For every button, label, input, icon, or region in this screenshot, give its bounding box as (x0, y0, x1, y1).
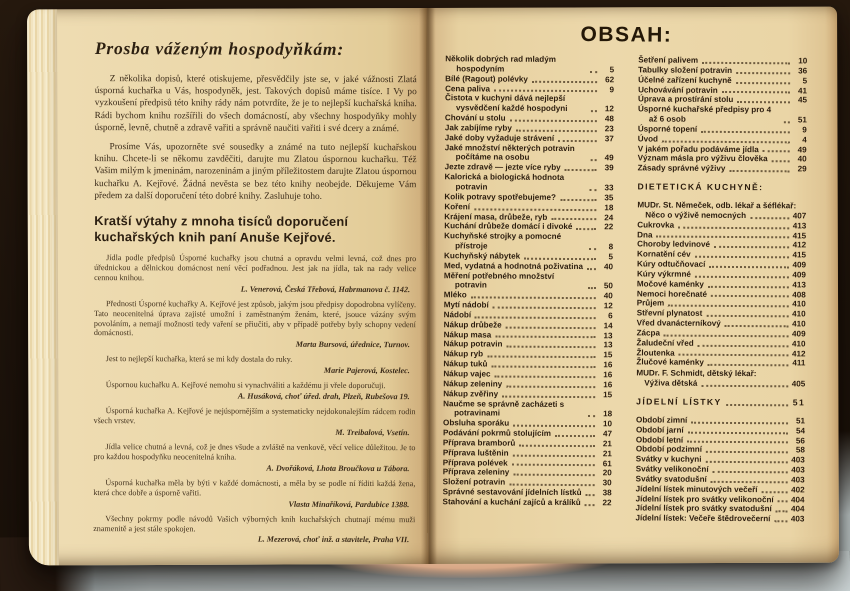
leader-dots (493, 306, 596, 309)
leader-dots (737, 101, 790, 103)
testimonial-text: Úsporná kuchařka měla by býti v každé domácnosti, a měla by se podle ní říditi každá žena, která chce dobře a úsporně vařiti. (93, 477, 416, 498)
toc-entry-title: Úsporné kuchařské předpisy pro 4 až 6 osob (637, 104, 772, 124)
testimonial (94, 299, 416, 350)
toc-page-number: 409 (792, 270, 806, 280)
leader-dots (474, 208, 596, 211)
toc-entry-title: Vřed dvanácterníkový (636, 318, 721, 329)
leader-dots (726, 404, 789, 406)
toc-page-number: 62 (605, 74, 615, 84)
toc-page-number: 5 (609, 65, 615, 75)
leader-dots (662, 140, 790, 143)
toc-page-number: 403 (791, 465, 805, 475)
leader-dots (763, 151, 790, 153)
leader-dots (664, 334, 789, 337)
toc-page-number: 45 (797, 95, 808, 105)
leader-dots (762, 491, 788, 493)
testimonial-signature: Marie Pajerová, Kostelec. (323, 366, 410, 376)
toc-entry-title: Čistota v kuchyni dává nejlepší vysvědčení každé hospodyni (444, 93, 568, 114)
toc-entry (636, 358, 805, 369)
toc-entry-title: MUDr. St. Němeček, odb. lékař a šéflékař: (637, 200, 797, 211)
toc-entry-title: Úsporné topení (637, 124, 698, 134)
toc-page-number: 403 (791, 475, 805, 485)
toc-entry (445, 54, 614, 75)
leader-dots (688, 431, 788, 434)
toc-page-number: 15 (603, 389, 613, 399)
toc-page-number: 35 (604, 193, 614, 203)
leader-dots (565, 169, 597, 171)
toc-entry-title: Jaké množství některých potravin počítáme na osobu (444, 142, 575, 163)
toc-page-number: 41 (798, 85, 808, 95)
toc-page-number: 40 (603, 291, 613, 301)
testimonial-signature: A. Husáková, choť úřed. drah, Plzeň, Rubešova 19. (237, 391, 410, 402)
toc-page-number: 6 (608, 311, 613, 321)
toc-page-number: 409 (792, 329, 806, 339)
leader-dots (750, 217, 789, 219)
testimonials-list (93, 253, 416, 545)
testimonial (93, 514, 415, 545)
toc-entry (638, 124, 807, 135)
toc-entry (443, 399, 612, 420)
toc-entry-title: Jaké doby vyžaduje strávení (444, 132, 555, 143)
leader-dots (772, 161, 790, 163)
toc-page-number: 49 (797, 144, 807, 155)
toc-section-title: DIETETICKÁ KUCHYNĚ: (637, 181, 764, 193)
toc-entry (636, 379, 805, 390)
toc-entry-title: Příprava luštěnin (442, 447, 509, 458)
leader-dots (778, 501, 788, 503)
toc-page-number: 8 (608, 242, 614, 252)
toc-entry-title: Stahování a kuchání zajíců a králíků (442, 497, 581, 508)
testimonial-text: Úsporná kuchařka A. Kejřové je nejúspornějším a systematicky nejdokonalejším rádcem rodin všech vrstev. (93, 406, 416, 426)
toc-page-number: 403 (791, 455, 805, 465)
leader-dots (695, 256, 789, 259)
leader-dots (471, 296, 596, 299)
toc-page-number: 15 (603, 350, 613, 360)
left-page (27, 8, 428, 565)
leader-dots (513, 454, 595, 457)
toc-page-number: 18 (603, 409, 613, 419)
toc-entry-title: Měření potřebného množství potravin (443, 270, 555, 290)
leader-dots (495, 375, 596, 378)
toc-entry (443, 497, 612, 508)
leader-dots (509, 484, 594, 487)
toc-entry (638, 164, 807, 175)
leader-dots (725, 325, 789, 327)
toc-page-number: 12 (604, 104, 614, 114)
toc-entry-title: Dna (637, 229, 653, 239)
toc-page-number: 10 (602, 419, 613, 429)
leader-dots (487, 356, 595, 359)
toc-page-number: 415 (792, 250, 807, 260)
leader-dots (586, 494, 595, 496)
leader-dots (711, 295, 789, 297)
toc-entry-title: Složení potravin (442, 477, 506, 487)
testimonial-text: Jest to nejlepší kuchařka, která se mi kdy dostala do ruky. (105, 354, 293, 365)
toc-page-number: 404 (791, 494, 805, 505)
leader-dots (722, 91, 790, 93)
toc-page-number: 21 (602, 448, 612, 459)
leader-dots (502, 395, 595, 398)
toc-entry (637, 318, 806, 329)
toc-page-number: 56 (795, 435, 805, 445)
toc-entry-title: Jezte zdravě — jezte více ryby (444, 162, 561, 173)
toc-entry-title: Příprava polévek (442, 457, 508, 468)
leader-dots (512, 464, 595, 467)
toc-page-number: 13 (603, 330, 613, 340)
toc-entry-title: Naučme se správně zacházeti s potravinami (443, 398, 565, 418)
leader-dots (736, 82, 790, 84)
toc-entry (638, 105, 807, 126)
testimonial (93, 478, 415, 509)
toc-entry-title: Úvod (637, 134, 659, 144)
toc-entry-title: Koření (444, 201, 471, 212)
toc-page-number: 22 (602, 498, 612, 508)
toc-entry-title: Bílé (Ragout) polévky (445, 73, 528, 84)
toc-page-number: 405 (791, 379, 806, 389)
toc-page-number: 37 (604, 133, 614, 144)
right-page (426, 7, 839, 564)
leader-dots (783, 121, 789, 123)
toc-entry-title: Kolik potravy spotřebujeme? (444, 192, 556, 202)
toc-page-number: 403 (790, 514, 805, 524)
testimonial-text: Jídla podle předpisů Úsporné kuchařky jsou chutná a opravdu velmi levná, což dnes pro úřednickou a dělnickou domácnost není věcí podřadnou. Jest jak na jídla, tak na rady velice cennou knihou. (94, 253, 417, 283)
toc-page-number: 51 (796, 416, 806, 426)
leader-dots (706, 451, 788, 454)
toc-page-number: 38 (602, 488, 612, 498)
toc-page-number: 23 (604, 124, 614, 134)
toc-page-number: 4 (802, 135, 807, 145)
toc-entry-title: Úprava a prostírání stolu (637, 94, 734, 105)
toc-page-number: 18 (604, 202, 614, 212)
leader-dots (491, 366, 595, 369)
toc-page-number: 5 (802, 76, 808, 86)
toc-entry-title: Cukrovka (637, 220, 675, 230)
toc-entry-title: Jídelní lístek: Večeře štědrovečerní (635, 513, 771, 524)
toc-entry (635, 514, 804, 525)
toc-column-right (635, 55, 807, 524)
toc-entry-title: Jídelní lístek pro svátky svatodušní (635, 503, 772, 514)
toc-entry-title: Nákup vajec (443, 369, 491, 379)
toc-entry-title: Období letní (635, 434, 684, 445)
toc-entry-title: Krájení masa, drůbeže, ryb (444, 211, 548, 222)
toc-entry-title: Nemoci horečnaté (636, 288, 708, 299)
leader-dots (560, 199, 596, 201)
leader-dots (516, 129, 597, 131)
toc-entry-title: Choroby ledvinové (637, 239, 711, 250)
toc-entry-title: Období podzimní (635, 444, 703, 455)
toc-page-number: 10 (798, 56, 808, 66)
toc-entry-title: Zásady správné výživy (637, 163, 726, 174)
toc-entry (444, 172, 613, 193)
testimonial-signature: Marta Bursová, úřednice, Turnov. (295, 340, 410, 350)
leader-dots (711, 481, 788, 483)
toc-entry-title: Nákup tuků (443, 359, 488, 369)
toc-entry-title: Kuchání drůbeže domácí i divoké (444, 221, 573, 232)
toc-page-number: 409 (792, 260, 807, 270)
toc-entry-title: Kúry výkrmné (636, 269, 691, 279)
toc-entry-title: Svátky svatodušní (635, 474, 707, 484)
leader-dots (590, 71, 597, 73)
testimonial-signature: L. Venerová, Česká Třebová, Habrmanova č. 1142. (240, 284, 411, 294)
testimonial (94, 380, 416, 401)
toc-page-number: 412 (791, 348, 806, 359)
toc-page-number: 410 (792, 299, 806, 309)
toc-title: OBSAH: (580, 23, 673, 47)
toc-page-number: 407 (792, 211, 807, 221)
leader-dots (709, 266, 789, 268)
toc-entry-title: Kuchyňský nábytek (444, 251, 521, 261)
leader-dots (679, 354, 789, 357)
toc-page-number: 33 (604, 183, 614, 193)
toc-entry-title: Průjem (636, 298, 665, 308)
toc-page-number: 30 (602, 478, 612, 488)
leader-dots (585, 504, 595, 506)
toc-entry-title: Tabulky složení potravin (638, 65, 733, 75)
toc-page-number: 413 (792, 221, 807, 231)
testimonial-text: Všechny pokrmy podle návodů Vašich výborných knih kuchařských chutnají mému muži znamenitě a jest stále spokojen. (93, 513, 416, 533)
toc-entry (637, 220, 806, 231)
toc-page-number: 411 (792, 358, 806, 368)
toc-entry-title: Šetření palivem (638, 55, 699, 65)
right-page-content (442, 22, 807, 524)
toc-entry-title: Chování u stolu (444, 113, 506, 123)
testimonial-signature: A. Dvořáková, Lhota Broučkova u Tábora. (266, 463, 410, 473)
toc-page-number: 12 (603, 301, 613, 311)
testimonial-text: Přednosti Úsporné kuchařky A. Kejřové jest způsob, jakým jsou předpisy dopodrobna vylíčeny. Tato neocenitelná úprava zajisté umožní i zaměstnaným ženám, které, jsouce vázány svým povoláním, a nemají možnosti tedy vaření se přiučiti, aby v případě potřeby byly schopny vedení domácnosti. (93, 298, 417, 338)
toc-page-number: 404 (790, 504, 805, 514)
toc-entry-title: Správné sestavování jídelních lístků (442, 487, 582, 498)
testimonial (94, 354, 416, 375)
toc-page-number: 58 (795, 445, 805, 455)
leader-dots (701, 131, 790, 134)
leader-dots (656, 236, 789, 239)
leader-dots (776, 511, 788, 513)
toc-page-number: 22 (604, 222, 614, 232)
toc-page-number: 24 (604, 212, 614, 222)
letter-title: Prosba váženým hospodyňkám: (94, 38, 345, 59)
toc-entry-title: Příprava bramborů (442, 438, 516, 448)
toc-columns (442, 54, 807, 524)
leader-dots (701, 385, 788, 388)
toc-page-number: 48 (604, 114, 614, 124)
leader-dots (532, 80, 597, 82)
toc-entry-title: Med, vydatná a hodnotná poživatina (443, 260, 583, 271)
toc-entry (444, 231, 613, 252)
leader-dots (687, 441, 788, 444)
toc-entry-title: Několik dobrých rad mladým hospodyním (445, 54, 556, 74)
toc-entry-title: Účelné zařízení kuchyně (638, 75, 732, 85)
toc-entry-title: Kalorická a biologická hodnota potravin (444, 172, 565, 192)
leader-dots (589, 248, 596, 250)
toc-section-header (636, 397, 805, 408)
toc-entry (445, 94, 614, 115)
toc-page-number: 54 (795, 426, 806, 436)
leader-dots (774, 520, 787, 522)
toc-entry-title: Močové kaménky (636, 279, 704, 289)
toc-page-number: 36 (798, 66, 808, 76)
leader-dots (591, 110, 597, 112)
left-page-content (93, 38, 417, 551)
leader-dots (587, 268, 596, 270)
toc-page-number: 408 (792, 289, 806, 299)
toc-page-number: 51 (797, 115, 807, 125)
leader-dots (506, 385, 595, 388)
testimonial (94, 253, 416, 294)
toc-page-number: 402 (791, 485, 805, 495)
leader-dots (591, 159, 597, 161)
open-book (27, 7, 839, 566)
leader-dots (495, 336, 595, 339)
leader-dots (506, 346, 595, 349)
testimonial-signature: M. Treibalová, Vsetín. (335, 427, 410, 438)
leader-dots (706, 315, 788, 318)
leader-dots (524, 257, 596, 259)
leader-dots (558, 140, 597, 142)
toc-entry (445, 143, 614, 164)
toc-entry-title: Nákup masa (443, 329, 492, 340)
toc-page-number: 13 (603, 340, 613, 350)
toc-entry-title: Období zimní (636, 415, 688, 425)
toc-section-header (637, 183, 806, 194)
toc-entry-title: Mytí nádobí (443, 300, 489, 310)
stacked-page-edges (27, 9, 59, 565)
toc-entry-title: Zácpa (636, 328, 661, 338)
leader-dots (588, 415, 595, 417)
toc-page-number: 21 (602, 439, 612, 449)
toc-entry-title: Kornatění cév (637, 249, 691, 259)
toc-entry-title: Nákup drůbeže (443, 320, 502, 330)
toc-entry-title: Svátky v kuchyni (635, 454, 702, 465)
leader-dots (510, 120, 597, 123)
toc-page-number: 5 (608, 252, 614, 262)
toc-page-number: 415 (792, 230, 807, 240)
leader-dots (513, 425, 595, 428)
toc-page-number: 50 (603, 281, 613, 291)
leader-dots (588, 287, 596, 289)
toc-page-number: 16 (603, 370, 613, 380)
toc-entry-title: Kuchyňské strojky a pomocné přístroje (444, 231, 562, 251)
toc-page-number: 410 (792, 309, 806, 319)
toc-entry-title: Žaludeční vřed (636, 338, 694, 348)
toc-entry-title: Obsluha sporáku (443, 418, 510, 428)
testimonial-signature: Vlasta Minaříková, Pardubice 1388. (288, 499, 410, 509)
leader-dots (551, 218, 596, 220)
toc-page-number: 410 (791, 339, 806, 349)
letter-paragraph-1: Z několika dopisů, které otiskujeme, přesvědčily jste se, v jaké vážnosti Zlatá úsporná kuchařka u Vás, hospodyněk, jest. Takových dopisů máme tisíce. I Vy po vyzkoušení předpisů této knihy rády nám potvrdíte, že je to nejlepší kuchařská kniha. Rádi bychom knihu rozšířili do všech domácností, aby všechny hospodyňky mohly úsporně, levně, chutně a zdravě vařiti a správně naučiti vařiti i své dcery a známé. (94, 74, 417, 134)
leader-dots (736, 72, 790, 74)
testimonials-heading: Kratší výtahy z mnoha tisíců doporučení kuchařských knih paní Anuše Kejřové. (94, 213, 349, 245)
toc-entry-title: Kúry odtučňovací (636, 259, 706, 269)
leader-dots (513, 474, 594, 476)
toc-page-number: 29 (797, 164, 807, 174)
toc-page-number: 40 (603, 261, 614, 271)
leader-dots (705, 461, 787, 464)
toc-entry-title: Svátky velikonoční (635, 464, 709, 474)
toc-entry-title: Nádobí (443, 310, 472, 320)
leader-dots (691, 421, 788, 424)
leader-dots (668, 305, 789, 308)
toc-entry-title: Nákup ryb (443, 349, 484, 359)
leader-dots (519, 444, 595, 446)
leader-dots (475, 316, 596, 319)
toc-page-number: 16 (603, 380, 613, 390)
toc-entry-title: Žlučové kaménky (636, 357, 704, 368)
testimonial (94, 406, 416, 437)
toc-page-number: 16 (603, 360, 613, 370)
toc-entry-title: Nákup zvěřiny (443, 388, 499, 399)
testimonial-text: Jídla velice chutná a levná, což je dnes všude a zvláště na venkově, věcí velice důležitou. Je to pro každou hospodyňku neocenitelná kniha. (93, 442, 416, 462)
toc-section-title: JÍDELNÍ LÍSTKY (636, 396, 722, 407)
testimonial-signature: L. Mezerová, choť inž. a stavitele, Praha VII. (257, 535, 410, 545)
leader-dots (494, 90, 597, 93)
toc-page-number: 61 (602, 458, 612, 468)
toc-column-left (442, 54, 614, 523)
toc-entry (444, 271, 613, 292)
toc-entry-title: Příprava zeleniny (442, 467, 510, 478)
toc-page-number: 20 (602, 468, 612, 478)
toc-entry-title: Cena paliva (445, 83, 491, 94)
leader-dots (506, 326, 596, 329)
testimonial-text: Úspornou kuchařku A. Kejřové nemohu si vynachváliti a každému ji vřele doporučuji. (105, 380, 386, 391)
toc-entry-title: Období jarní (635, 425, 684, 435)
toc-page-number: 410 (792, 319, 806, 329)
toc-entry-title: Jídelní lístek minutových večeří (635, 484, 758, 494)
toc-entry-title: Jídelní lístek pro svátky velikonoční (635, 493, 774, 504)
leader-dots (576, 228, 596, 230)
toc-entry-title: Výživa dětská (644, 378, 698, 388)
toc-page-number: 9 (802, 125, 807, 135)
toc-entry-title: Podávání pokrmů stolujícím (442, 428, 551, 438)
leader-dots (729, 170, 789, 172)
toc-page-number: 14 (603, 320, 613, 331)
leader-dots (714, 246, 789, 248)
toc-entry-title: Nákup potravin (443, 339, 503, 350)
toc-entry-title: Něco o výživě nemocných (645, 210, 747, 220)
toc-entry-title: Význam másla pro výživu člověka (637, 153, 768, 164)
toc-page-number: 412 (792, 240, 807, 250)
toc-entry-title: Uchovávání potravin (638, 84, 718, 95)
toc-entry-title: Střevní plynatost (636, 308, 703, 319)
toc-page-number: 413 (792, 280, 806, 290)
toc-entry-title: Jak zabíjíme ryby (444, 123, 512, 133)
toc-page-number: 39 (604, 163, 614, 173)
leader-dots (708, 364, 789, 366)
toc-entry-title: V jakém pořadu podáváme jídla (637, 143, 759, 154)
toc-entry-title: Nákup zeleniny (443, 379, 503, 389)
leader-dots (589, 189, 596, 191)
leader-dots (555, 435, 595, 437)
leader-dots (678, 226, 789, 229)
toc-page-number: 47 (602, 429, 613, 439)
letter-paragraph-2: Prosíme Vás, upozorněte své sousedky a známé na tuto nejlepší kuchařskou knihu. Chcete-li se někomu zavděčiti, darujte mu Zlatou úspornou kuchařku. Též Vašim milým k jmeninám, narozeninám a jiným příležitostem darujte Zlatou úspornou kuchařku A. Kejřové. Žádná nevěsta se bez této knihy neobejde. Děkujeme Vám předem za další doporučení této dobré knihy. Zasluhuje toho. (94, 142, 417, 202)
testimonial (93, 442, 415, 473)
toc-page-number: 40 (797, 154, 807, 164)
toc-page-number: 9 (609, 84, 615, 94)
toc-page-number: 51 (792, 397, 806, 408)
toc-page-number: 49 (604, 153, 614, 163)
leader-dots (708, 285, 789, 287)
toc-entry-title: MUDr. F. Schmidt, dětský lékař: (636, 368, 757, 379)
toc-entry-title: Mléko (443, 290, 467, 300)
toc-entry-title: Žloutenka (636, 348, 675, 358)
leader-dots (695, 275, 789, 278)
leader-dots (713, 471, 788, 473)
leader-dots (702, 62, 790, 65)
leader-dots (698, 344, 789, 347)
